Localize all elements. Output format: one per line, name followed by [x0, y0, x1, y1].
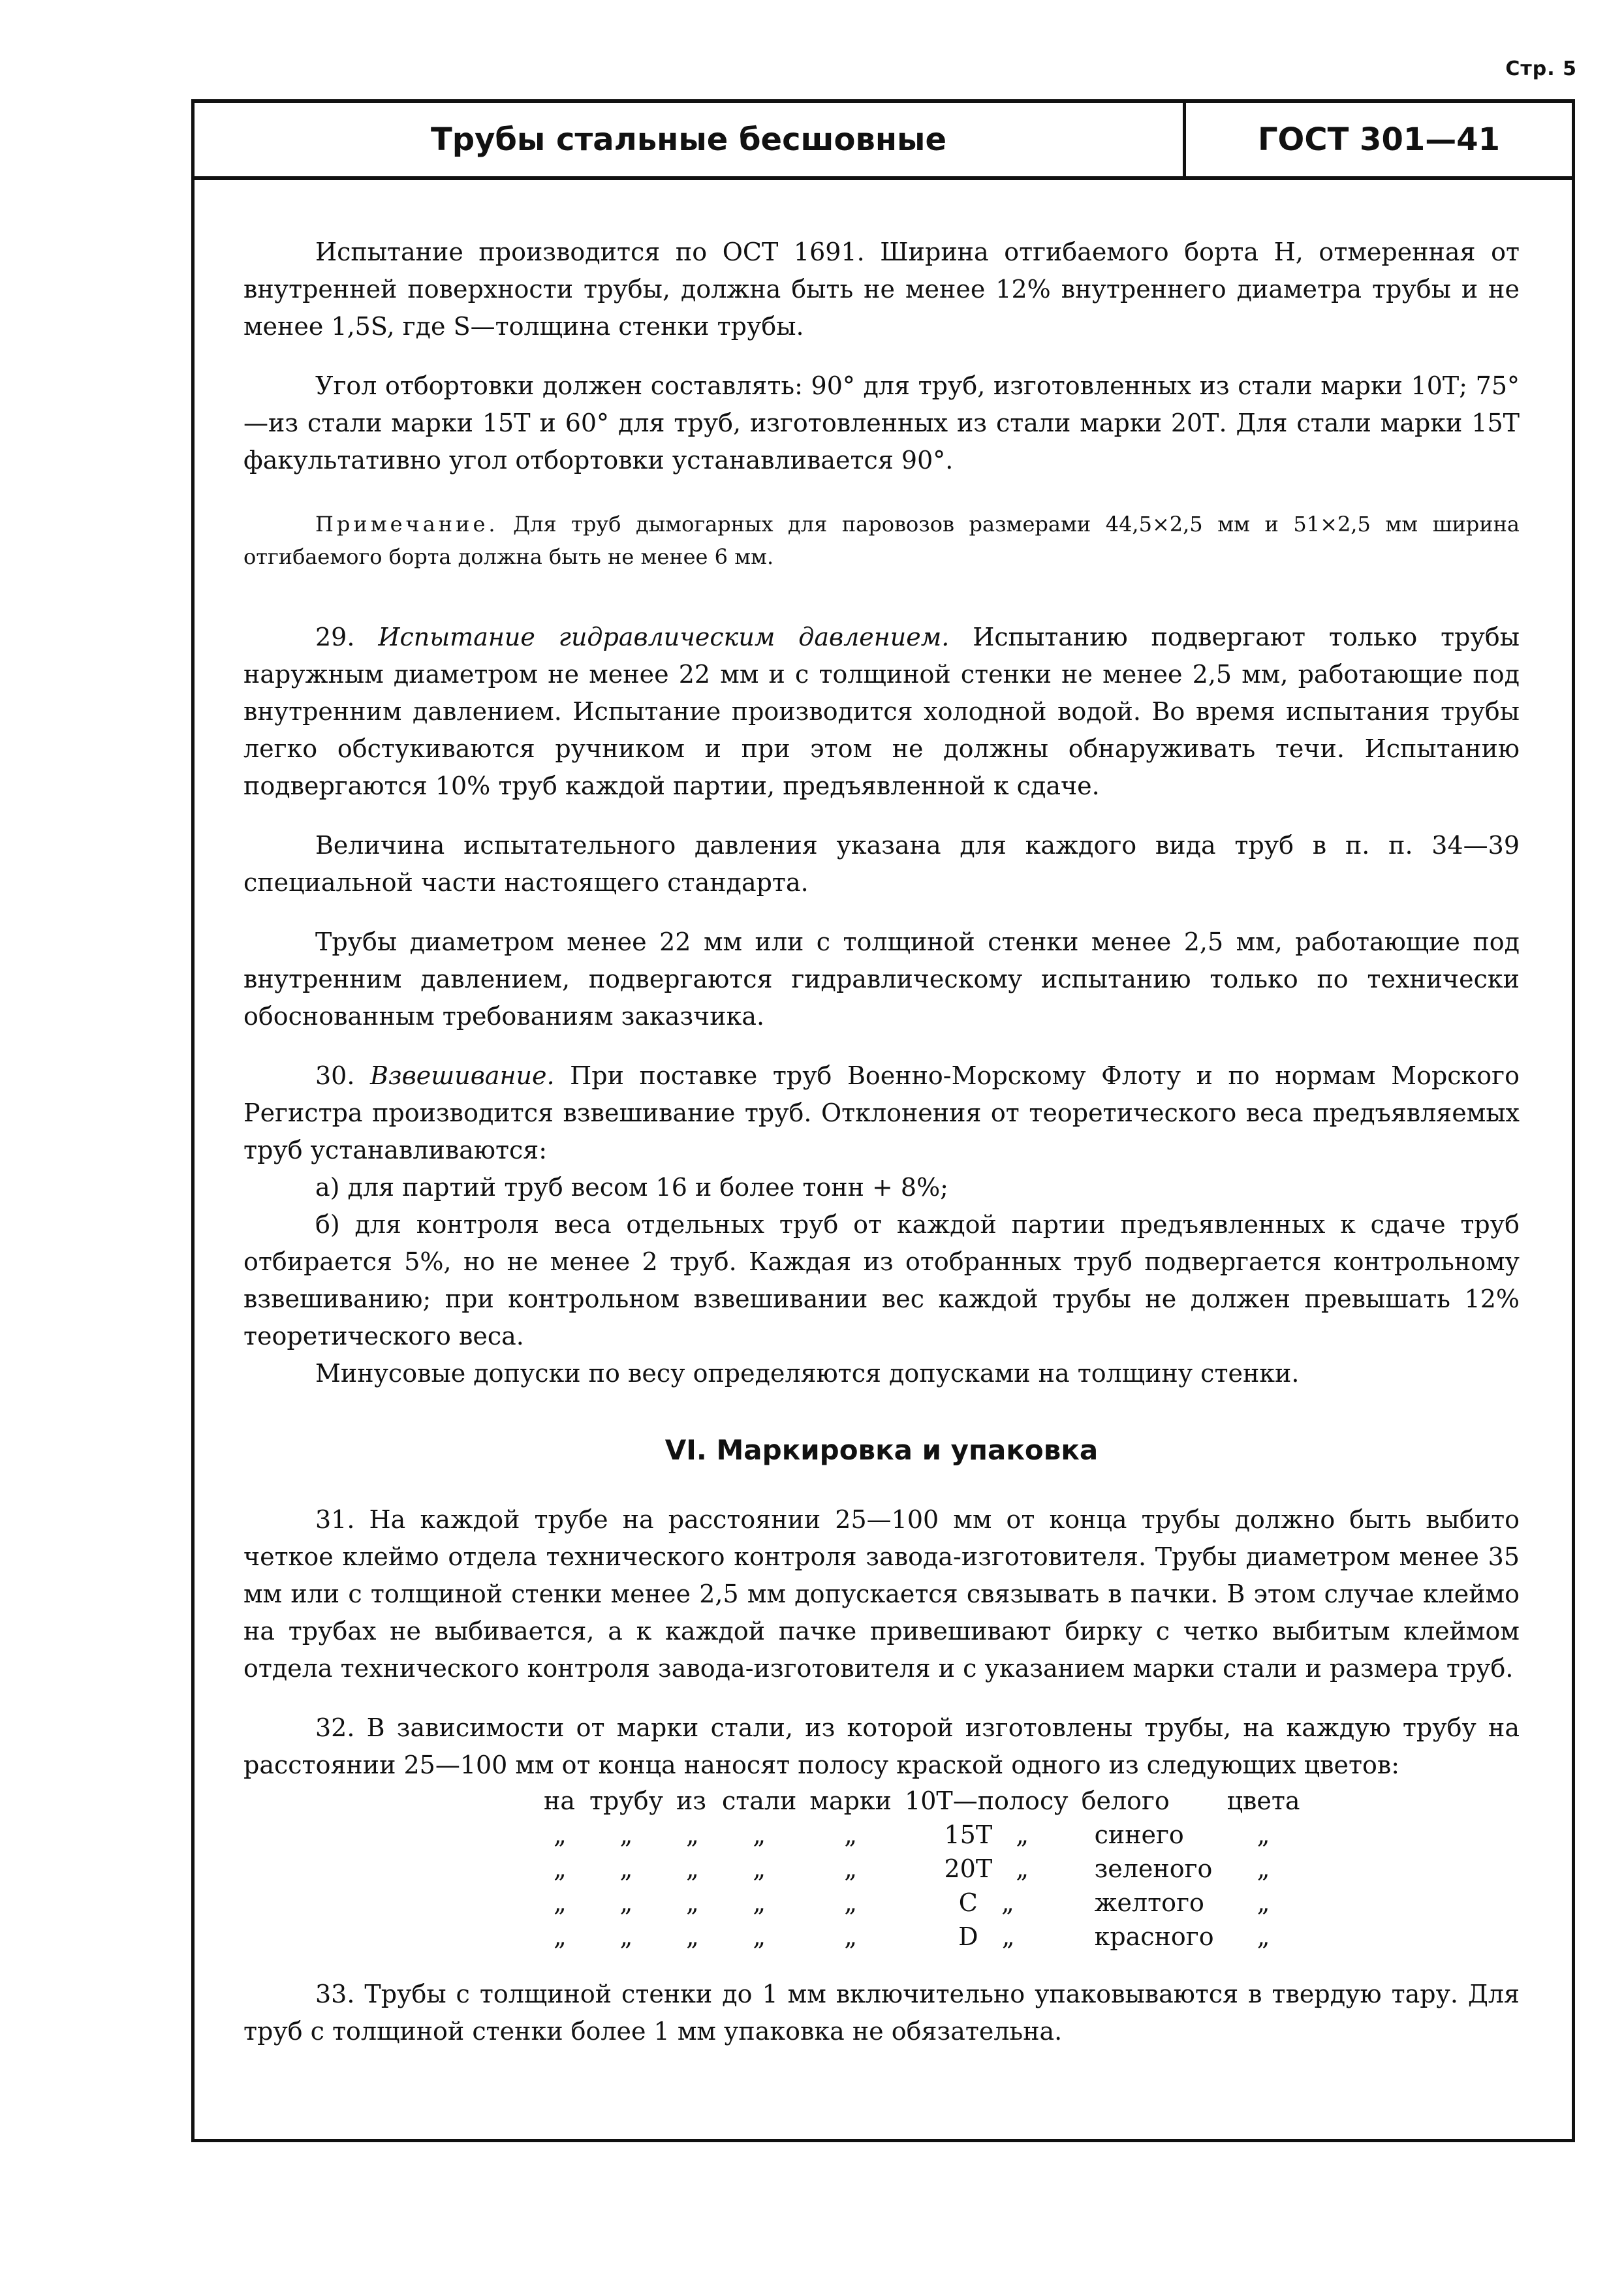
clause-29-pressure-value: Величина испытательного давления указана для каждого вида труб в п. п. 34—39 специальной части настоящего стандарта. — [243, 831, 1520, 897]
table-cell: на — [544, 1786, 575, 1815]
clause-30-title: Взвешивание. — [370, 1061, 555, 1090]
ditto-mark: „ — [619, 1820, 633, 1849]
color-marking-table — [537, 1784, 1307, 1954]
table-cell-grade — [898, 1818, 1075, 1852]
table-cell-color: синего — [1094, 1820, 1184, 1849]
note-label: Примечание. — [315, 512, 499, 537]
clause-29-text: Испытанию подвергают только трубы наружным диаметром не менее 22 мм и с толщиной стенки не менее 2,5 мм, работающие под внутренним давлением. Испытание производится холодной водой. Во время испытания трубы легко обстукиваются ручником и при этом не должны обнаруживать течи. Испытанию подвергаются 10% труб каждой партии, предъявленной к сдаче. — [243, 623, 1520, 800]
clause-30-text: При поставке труб Военно-Морскому Флоту и по нормам Морского Регистра производится взвешивание труб. Отклонения от теоретического веса предъявляемых труб устанавливаются: — [243, 1061, 1520, 1164]
ditto-mark: „ — [554, 1888, 567, 1917]
table-cell-grade: 10Т—полосу — [905, 1786, 1069, 1815]
ditto-mark: „ — [1016, 1820, 1029, 1849]
clause-31: 31. На каждой трубе на расстоянии 25—100 мм от конца трубы должно быть выбито четкое клеймо отдела технического контроля завода-изготовителя. Трубы диаметром менее 35 мм или с толщиной стенки менее 2,5 мм допускается связывать в пачки. В этом случае клеймо на трубах не выбивается, а к каждой пачке привешивают бирку с четко выбитым клеймом отдела технического контроля завода-изготовителя и с указанием марки стали и размера труб. — [243, 1505, 1520, 1683]
clause-32: 32. В зависимости от марки стали, из которой изготовлены трубы, на каждую трубу на расстоянии 25—100 мм от конца наносят полосу краской одного из следующих цветов: — [243, 1713, 1520, 1779]
paragraph-flange-angle: Угол отбортовки должен составлять: 90° для труб, изготовленных из стали марки 10Т; 75°—из стали марки 15Т и 60° для труб, изготовленных из стали марки 20Т. Для стали марки 15Т факультативно угол отбортовки устанавливается 90°. — [243, 371, 1520, 475]
header-title: Трубы стальные бесшовные — [195, 103, 1186, 176]
clause-30-number: 30. — [315, 1061, 355, 1090]
ditto-mark: „ — [1257, 1820, 1270, 1849]
ditto-mark: „ — [686, 1888, 699, 1917]
table-cell: марки — [809, 1786, 892, 1815]
table-cell-color: белого — [1081, 1786, 1170, 1815]
section-heading: VI. Маркировка и упаковка — [664, 1434, 1099, 1466]
table-cell-grade — [898, 1886, 1075, 1920]
ditto-mark: „ — [1016, 1854, 1029, 1883]
ditto-mark: „ — [753, 1922, 766, 1951]
clause-29-title: Испытание гидравлическим давлением. — [378, 623, 950, 651]
table-cell-grade — [898, 1852, 1075, 1886]
table-row — [537, 1852, 1307, 1886]
paragraph-flange-test: Испытание производится по ОСТ 1691. Ширина отгибаемого борта H, отмеренная от внутренней поверхности трубы, должна быть не менее 12% внутреннего диаметра трубы и не менее 1,5S, где S—толщина стенки трубы. — [243, 238, 1520, 341]
table-row — [537, 1784, 1307, 1818]
ditto-mark: „ — [554, 1922, 567, 1951]
ditto-mark: „ — [844, 1888, 858, 1917]
clause-30-minus-tolerance: Минусовые допуски по весу определяются допусками на толщину стенки. — [315, 1359, 1300, 1388]
ditto-mark: „ — [844, 1922, 858, 1951]
table-cell: цвета — [1226, 1786, 1300, 1815]
ditto-mark: „ — [844, 1820, 858, 1849]
grade-value: D — [958, 1922, 978, 1951]
ditto-mark: „ — [554, 1820, 567, 1849]
table-cell-color: красного — [1094, 1922, 1214, 1951]
ditto-mark: „ — [554, 1854, 567, 1883]
grade-value: 15Т — [944, 1820, 993, 1849]
clause-29-small-pipes: Трубы диаметром менее 22 мм или с толщиной стенки менее 2,5 мм, работающие под внутренним давлением, подвергаются гидравлическому испытанию только по технически обоснованным требованиям заказчика. — [243, 928, 1520, 1031]
note-text: Для труб дымогарных для паровозов размерами 44,5×2,5 мм и 51×2,5 мм ширина отгибаемого борта должна быть не менее 6 мм. — [243, 512, 1520, 569]
page-number: Стр. 5 — [1505, 57, 1577, 80]
table-cell: трубу — [589, 1786, 663, 1815]
ditto-mark: „ — [753, 1820, 766, 1849]
grade-value: С — [958, 1888, 978, 1917]
page-frame — [191, 99, 1575, 2142]
grade-value: 20Т — [944, 1854, 993, 1883]
ditto-mark: „ — [686, 1922, 699, 1951]
ditto-mark: „ — [619, 1922, 633, 1951]
standard-code: ГОСТ 301—41 — [1257, 121, 1501, 158]
note — [243, 508, 1520, 573]
clause-30 — [243, 1057, 1520, 1169]
clause-29 — [243, 619, 1520, 805]
clause-30-item-b: б) для контроля веса отдельных труб от каждой партии предъявленных к сдаче труб отбирается 5%, но не менее 2 труб. Каждая из отобранных труб подвергается контрольному взвешиванию; при контрольном взвешивании вес каждой трубы не должен превышать 12% теоретического веса. — [243, 1210, 1520, 1350]
ditto-mark: „ — [1257, 1922, 1270, 1951]
table-row — [537, 1920, 1307, 1954]
table-cell: из — [676, 1786, 707, 1815]
ditto-mark: „ — [1257, 1888, 1270, 1917]
document-header — [195, 103, 1572, 180]
ditto-mark: „ — [753, 1888, 766, 1917]
table-row — [537, 1818, 1307, 1852]
table-cell: стали — [721, 1786, 797, 1815]
ditto-mark: „ — [619, 1888, 633, 1917]
table-row — [537, 1886, 1307, 1920]
table-cell-color: желтого — [1094, 1888, 1204, 1917]
clause-33: 33. Трубы с толщиной стенки до 1 мм включительно упаковываются в твердую тару. Для труб с толщиной стенки более 1 мм упаковка не обязательна. — [243, 1980, 1520, 2046]
clause-29-number: 29. — [315, 623, 355, 651]
ditto-mark: „ — [686, 1854, 699, 1883]
ditto-mark: „ — [686, 1820, 699, 1849]
table-cell-color: зеленого — [1094, 1854, 1213, 1883]
document-body — [243, 234, 1520, 2050]
ditto-mark: „ — [1257, 1854, 1270, 1883]
ditto-mark: „ — [619, 1854, 633, 1883]
table-cell-grade — [898, 1920, 1075, 1954]
clause-30-item-a: а) для партий труб весом 16 и более тонн + 8%; — [315, 1173, 948, 1202]
ditto-mark: „ — [753, 1854, 766, 1883]
ditto-mark: „ — [844, 1854, 858, 1883]
ditto-mark: „ — [1001, 1888, 1014, 1917]
ditto-mark: „ — [1001, 1922, 1015, 1951]
